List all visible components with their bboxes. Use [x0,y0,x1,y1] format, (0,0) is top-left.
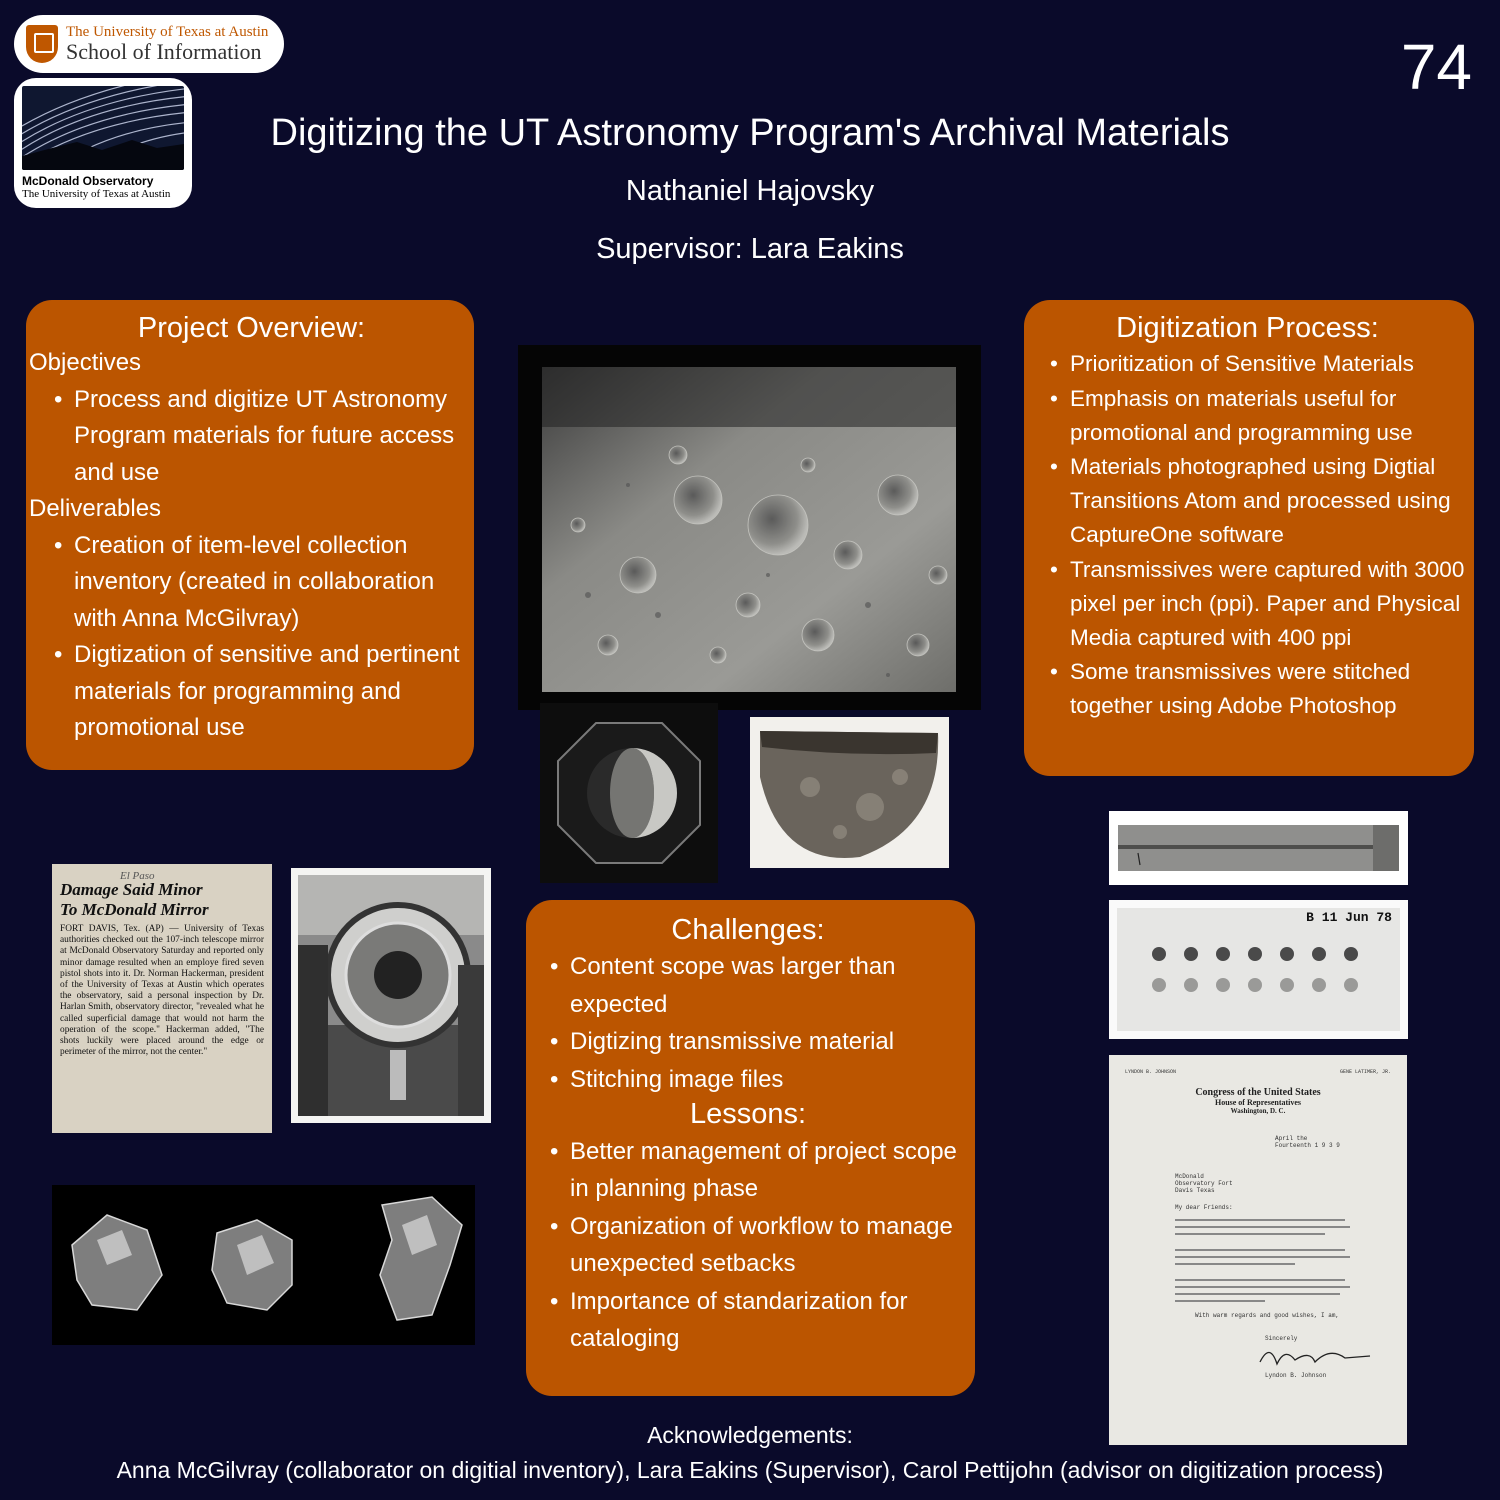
newspaper-clipping-photo [52,864,272,1133]
objectives-list [29,382,474,492]
letter-right-header: GENE LATIMER, JR. [1339,1069,1391,1075]
process-heading: Digitization Process: [1116,312,1379,344]
ut-logo-line1: The University of Texas at Austin [66,23,269,40]
mcdonald-subtitle: The University of Texas at Austin [22,188,171,201]
supervisor: Supervisor: Lara Eakins [596,233,904,265]
list-item: • Better management of project scope in planning phase [570,1133,967,1208]
poster-number: 74 [1400,31,1472,103]
list-item: • Content scope was larger than expected [570,948,967,1023]
list-item: • Stitching image files [570,1061,967,1099]
letter-signed: Lyndon B. Johnson [1265,1372,1327,1379]
list-item: • Transmissives were captured with 3000 pixel per inch (ppi). Paper and Physical Media captured with 400 ppi [1070,553,1468,656]
letter-closing: With warm regards and good wishes, I am, [1195,1312,1340,1319]
letter-address: McDonald Observatory Fort Davis Texas [1175,1173,1233,1194]
author: Nathaniel Hajovsky [625,175,875,207]
deliverables-label: Deliverables [29,495,162,523]
list-item: • Prioritization of Sensitive Materials [1070,347,1468,381]
letter-congress: Congress of the United States [1195,1087,1321,1098]
list-item: • Digtizing transmissive material [570,1023,967,1061]
process-list [1027,347,1468,723]
list-item: • Emphasis on materials useful for promotional and programming use [1070,382,1468,450]
acknowledgements-body: Anna McGilvray (collaborator on digitial inventory), Lara Eakins (Supervisor), Carol Pettijohn (advisor on digitization process) [116,1457,1384,1483]
letter-city: Washington, D. C. [1230,1107,1286,1115]
photographic-plate-photo [1109,900,1408,1039]
challenges-heading: Challenges: [671,914,825,946]
signature-icon [1255,1342,1375,1372]
plate-label: B 11 Jun 78 [1306,910,1392,925]
list-item: • Some transmissives were stitched together using Adobe Photoshop [1070,655,1468,723]
half-moon-plate-photo [540,703,718,883]
list-item: • Process and digitize UT Astronomy Program materials for future access and use [74,382,474,492]
poster-title: Digitizing the UT Astronomy Program's Archival Materials [270,112,1230,154]
spectrum-strip-photo [1109,811,1408,885]
overview-heading: Project Overview: [137,312,366,344]
lunar-surface-photo [518,345,981,710]
ut-shield-icon [26,25,58,63]
glass-fragments-photo [52,1185,475,1345]
ut-logo-line2: School of Information [66,39,262,65]
acknowledgements-title: Acknowledgements: [647,1422,853,1448]
lessons-list [529,1133,967,1358]
clipping-headline-2: To McDonald Mirror [60,900,209,919]
clipping-handwriting: El Paso [120,870,155,882]
ut-ischool-logo [14,15,284,73]
letter-greeting: My dear Friends: [1175,1204,1233,1211]
project-overview-panel [26,300,474,770]
digitization-process-panel [1024,300,1474,776]
congress-letter-photo [1109,1055,1407,1445]
clipping-body: FORT DAVIS, Tex. (AP) — University of Texas authorities checked out the 107-inch telescope mirror at McDonald Observatory Saturday and reported only minor damage resulted when an employe fired seven pistol shots into it. Dr. Norman Hackerman, president of the University of Texas at Austin which operates the observatory, said a personal inspection by Dr. Harlan Smith, observatory director, "revealed what he called superficial damage that would not harm the operation of the scope." Hackerman added, "The shots luckily were placed around the edge or perimeter of the mirror, not the center." [60,924,264,1058]
list-item: • Digtization of sensitive and pertinent materials for programming and promotional use [74,637,474,747]
challenges-list [529,948,967,1098]
clipping-headline-1: Damage Said Minor [60,880,203,899]
moon-print-photo [750,717,949,868]
letter-date: April the Fourteenth 1 9 3 9 [1275,1135,1340,1149]
deliverables-list [29,528,474,747]
list-item: • Importance of standarization for cataloging [570,1283,967,1358]
telescope-mirror-photo [291,868,491,1123]
list-item: • Materials photographed using Digtial Transitions Atom and processed using CaptureOne software [1070,450,1468,553]
challenges-panel [526,900,975,1396]
list-item: • Creation of item-level collection inventory (created in collaboration with Anna McGilvray) [74,528,474,638]
letter-house: House of Representatives [1214,1098,1302,1107]
lessons-heading: Lessons: [689,1098,807,1131]
letter-sincerely: Sincerely [1265,1335,1298,1342]
objectives-label: Objectives [29,349,142,377]
list-item: • Organization of workflow to manage unexpected setbacks [570,1208,967,1283]
letter-body-lines [1175,1219,1355,1302]
letter-left-header: LYNDON B. JOHNSON [1125,1069,1177,1075]
mcdonald-name: McDonald Observatory [22,174,154,188]
